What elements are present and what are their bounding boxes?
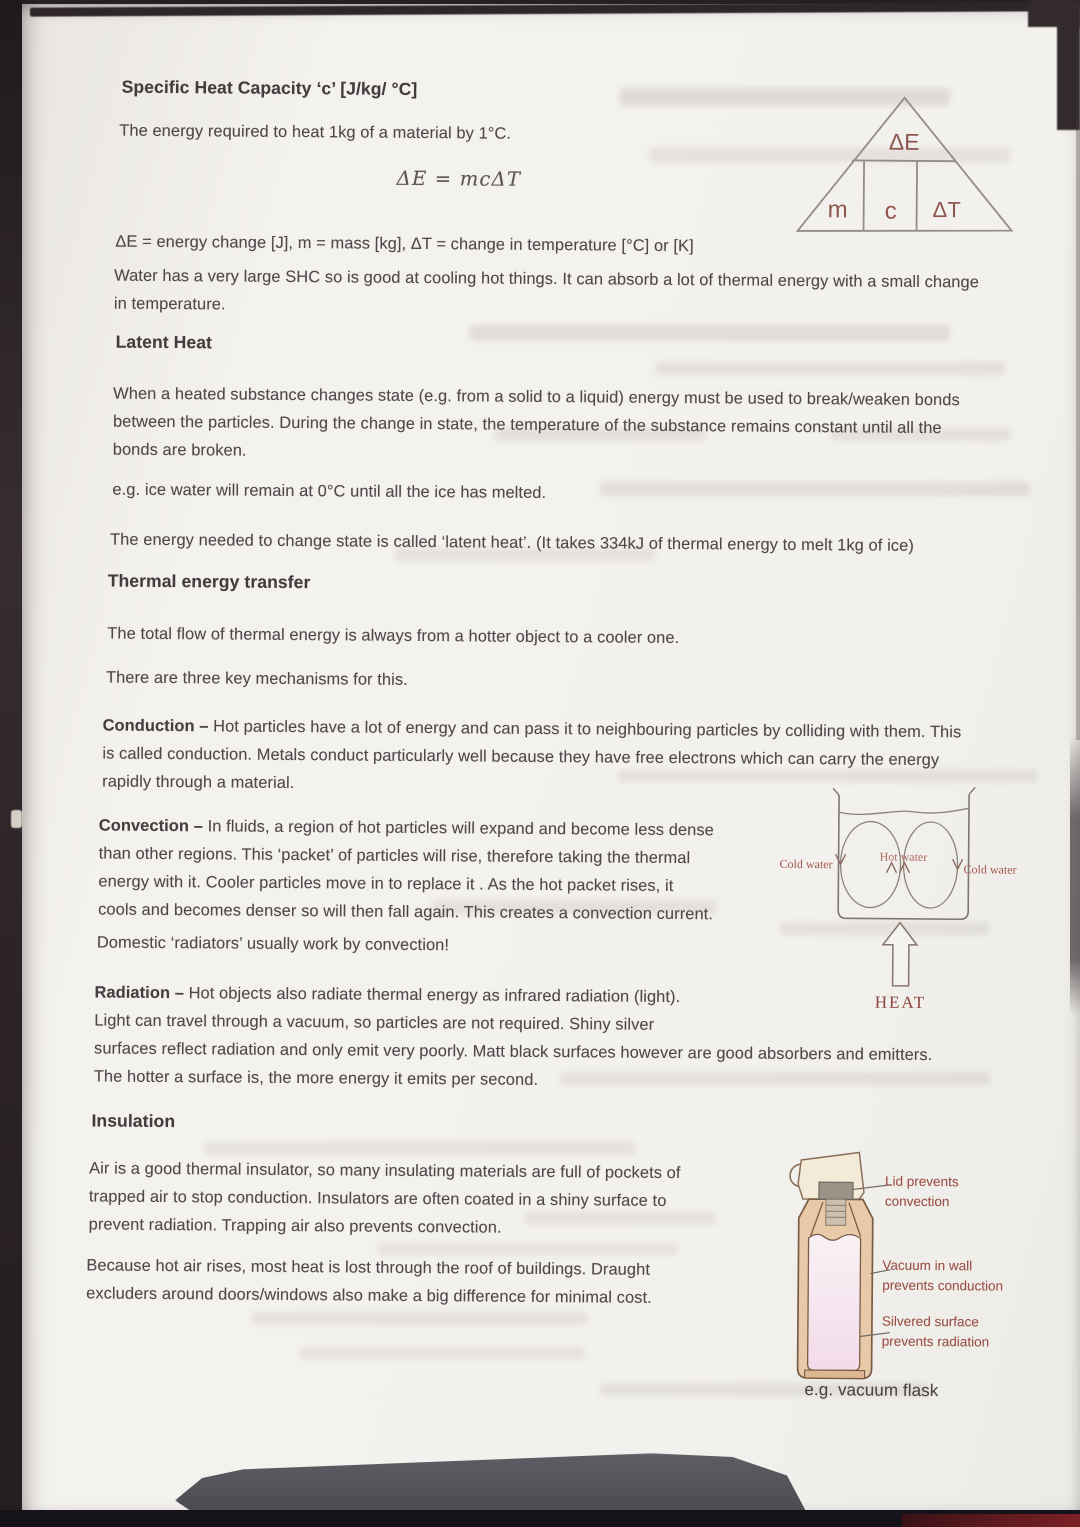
scan-right-edge	[1076, 120, 1080, 740]
flask-caption: e.g. vacuum flask	[804, 1380, 939, 1401]
formula-shc: ΔE = mcΔT	[396, 166, 522, 191]
paragraph-domestic-radiators: Domestic ‘radiators’ usually work by convection!	[96, 933, 450, 955]
arrow-up-center-1	[886, 863, 896, 873]
beaker-label-cold-right: Cold water	[963, 862, 1017, 877]
shc-triangle-diagram	[793, 85, 1016, 237]
scan-left-edge	[0, 0, 22, 1517]
term-radiation: Radiation –	[94, 983, 185, 1003]
triangle-label-energy: ΔE	[888, 128, 920, 155]
triangle-divider-right	[917, 161, 918, 230]
paragraph-latent-heat-value: The energy needed to change state is called ‘latent heat’. (It takes 334kJ of thermal energy to melt 1kg of ice)	[110, 530, 914, 555]
heat-arrow	[883, 923, 917, 986]
paragraph-shc-definitions: ΔE = energy change [J], m = mass [kg], ΔT = change in temperature [°C] or [K]	[115, 232, 694, 256]
triangle-divider-horizontal	[852, 160, 956, 161]
beaker-label-hot: Hot water	[879, 849, 928, 864]
heading-thermal-energy-transfer: Thermal energy transfer	[107, 570, 311, 593]
paragraph-convection-body: In fluids, a region of hot particles will expand and become less dense than other regions. This ‘packet’ of particles will rise, therefore taking the thermal energy with it. Cooler particles move in to replace it . As the hot packet rises, it cools and becomes denser so will then fall again. This creates a convection current.	[98, 817, 714, 924]
flask-label-lid: Lid prevents convection	[884, 1173, 959, 1210]
paragraph-radiation-body: Hot objects also radiate thermal energy as infrared radiation (light). Light can travel through a vacuum, so particles are not required. Shiny silver surfaces reflect radiation and only emit very poorly. Matt black surfaces however are good absorbers and emitters. The hotter a surface is, the more energy it emits per second.	[93, 984, 933, 1089]
paragraph-water-shc: Water has a very large SHC so is good at cooling hot things. It can absorb a lot of thermal energy with a small change in temperature.	[113, 266, 980, 314]
scan-left-edge-speck	[11, 810, 22, 828]
flask-stopper	[819, 1182, 853, 1199]
flask-label-vacuum: Vacuum in wall prevents conduction	[882, 1257, 1004, 1294]
scan-right-edge	[1070, 735, 1080, 1015]
paragraph-air-insulator: Air is a good thermal insulator, so many insulating materials are full of pockets of trapped air to stop conduction. Insulators are often coated in a shiny surface to prevent radiation. Trapping air also prevents convection.	[88, 1159, 681, 1237]
paragraph-shc-intro: The energy required to heat 1kg of a material by 1°C.	[119, 121, 512, 143]
triangle-label-shc: c	[884, 197, 897, 225]
flask-inner-vessel	[808, 1234, 861, 1370]
beaker-lip-right	[969, 787, 975, 794]
paragraph-latent-heat: When a heated substance changes state (e.g. from a solid to a liquid) energy must be used to break/weaken bonds between the particles. During the change in state, the temperature of the substance remains constant until all the bonds are broken.	[112, 384, 960, 460]
heading-latent-heat: Latent Heat	[115, 331, 213, 353]
paragraph-convection	[98, 811, 799, 928]
triangle-label-temp: ΔT	[932, 197, 961, 223]
paragraph-roof-loss: Because hot air rises, most heat is lost through the roof of buildings. Draught excluders around doors/windows also make a big difference for minimal cost.	[86, 1256, 652, 1307]
flask-stopper-spring	[826, 1199, 846, 1225]
heading-insulation: Insulation	[91, 1110, 176, 1132]
beaker-label-heat: HEAT	[874, 992, 927, 1012]
term-convection: Convection –	[98, 816, 204, 836]
convection-loop-right	[903, 822, 958, 908]
triangle-label-mass: m	[827, 196, 848, 224]
paragraph-three-mechanisms: There are three key mechanisms for this.	[105, 668, 408, 689]
paragraph-radiation	[94, 978, 1063, 1098]
beaker-label-cold-left: Cold water	[779, 856, 833, 872]
paragraph-ice-example: e.g. ice water will remain at 0°C until all the ice has melted.	[112, 480, 547, 502]
beaker-lip-left	[833, 788, 839, 795]
flask-label-silvered: Silvered surface prevents radiation	[881, 1313, 990, 1350]
paragraph-conduction-body: Hot particles have a lot of energy and can pass it to neighbouring particles by colliding with them. This is called conduction. Metals conduct particularly well because they have free electrons which can carry the energy rapidly through a material.	[102, 717, 962, 793]
term-conduction: Conduction –	[102, 716, 209, 736]
water-surface	[839, 807, 969, 815]
scan-corner-mark	[1057, 0, 1080, 130]
triangle-divider-left	[864, 160, 865, 230]
heading-shc: Specific Heat Capacity ‘c’ [J/kg/ °C]	[121, 76, 418, 99]
paragraph-total-flow: The total flow of thermal energy is always from a hotter object to a cooler one.	[107, 624, 680, 648]
scan-bottom-edge-red	[902, 1514, 1080, 1527]
